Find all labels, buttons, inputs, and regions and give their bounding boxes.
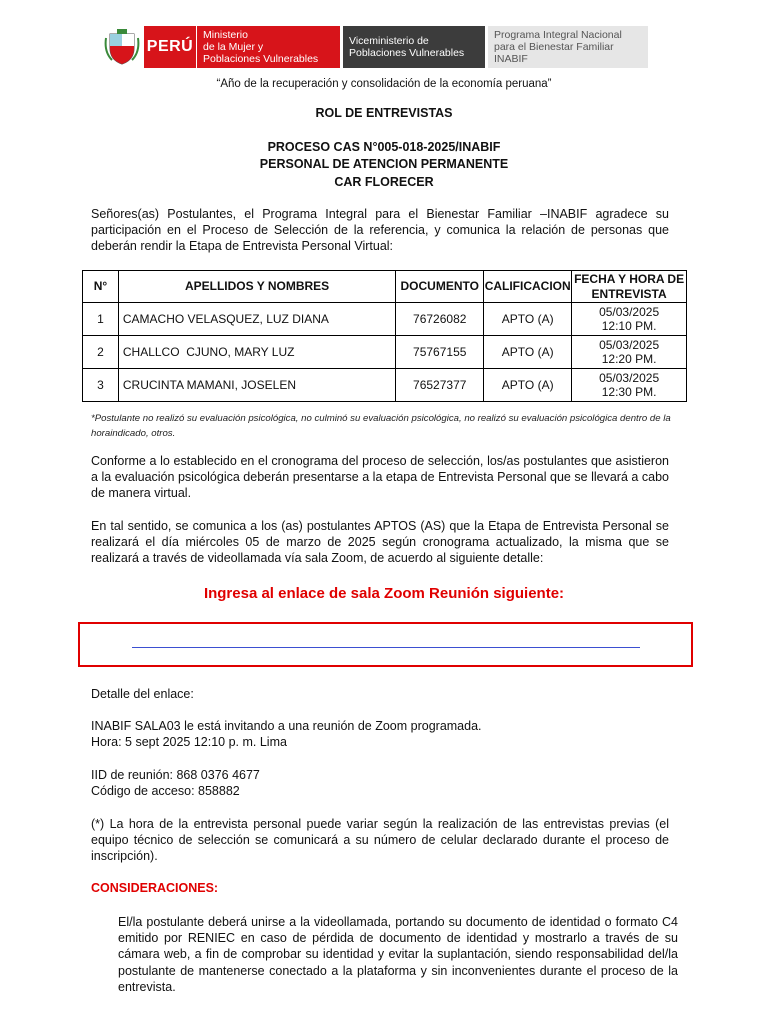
peru-label: PERÚ bbox=[146, 38, 194, 55]
row-name: CHALLCO CJUNO, MARY LUZ bbox=[118, 336, 395, 369]
link-detail-label: Detalle del enlace: bbox=[91, 687, 194, 701]
vice-line-2: Poblaciones Vulnerables bbox=[349, 47, 465, 59]
table-row bbox=[83, 303, 687, 336]
intro-paragraph: Señores(as) Postulantes, el Programa Integral para el Bienestar Familiar –INABIF agradece su participación en el Proceso de Selección de la referencia, y comunica la relación de personas que deberán rendir la Etapa de Entrevista Personal Virtual: bbox=[91, 207, 669, 254]
row-name: CAMACHO VELASQUEZ, LUZ DIANA bbox=[118, 303, 395, 336]
ministry-line-2: de la Mujer y bbox=[203, 41, 264, 53]
header-document: DOCUMENTO bbox=[396, 271, 484, 303]
table-row bbox=[83, 369, 687, 402]
position-title: PERSONAL DE ATENCION PERMANENTE bbox=[259, 157, 509, 171]
announcement-paragraph: En tal sentido, se comunica a los (as) postulantes APTOS (AS) que la Etapa de Entrevista Personal se realizará el día miércoles 05 de marzo de 2025 según cronograma actualizado, la misma que se realizará a través de videollamada vía sala Zoom, de acuerdo al siguiente detalle: bbox=[91, 519, 669, 566]
program-line-1: Programa Integral Nacional bbox=[494, 29, 622, 41]
meeting-id-text: IID de reunión: 868 0376 4677 bbox=[91, 768, 260, 782]
row-date: 05/03/2025 bbox=[599, 305, 660, 319]
considerations-paragraph: El/la postulante deberá unirse a la videollamada, portando su documento de identidad o formato C4 emitido por RENIEC en caso de pérdida de documento de identidad y mostrarlo a través de su cámara web, a fin de comprobar su identidad y evitar la suplantación, siendo responsabilidad del/la postulante de mantenerse conectado a la plataforma y sin inconvenientes durante el proceso de la entrevista. bbox=[118, 915, 678, 994]
row-name: CRUCINTA MAMANI, JOSELEN bbox=[118, 369, 395, 402]
header-date-time: FECHA Y HORA DE ENTREVISTA bbox=[572, 271, 687, 303]
row-qualification: APTO (A) bbox=[484, 369, 572, 402]
process-title: PROCESO CAS N°005-018-2025/INABIF bbox=[267, 140, 501, 154]
row-date-time bbox=[572, 369, 687, 402]
zoom-link[interactable] bbox=[132, 647, 640, 648]
zoom-link-heading: Ingresa al enlace de sala Zoom Reunión siguiente: bbox=[203, 585, 565, 602]
row-time: 12:30 PM. bbox=[601, 385, 657, 399]
zoom-link-box[interactable] bbox=[78, 622, 693, 667]
row-date-time bbox=[572, 303, 687, 336]
year-motto: “Año de la recuperación y consolidación de la economía peruana” bbox=[216, 78, 552, 90]
peru-logo-box bbox=[144, 26, 196, 68]
zoom-invite-text: INABIF SALA03 le está invitando a una reunión de Zoom programada. bbox=[91, 719, 482, 733]
program-box bbox=[488, 26, 648, 68]
row-time: 12:10 PM. bbox=[601, 319, 657, 333]
ministry-line-1: Ministerio bbox=[203, 29, 248, 41]
header-name: APELLIDOS Y NOMBRES bbox=[118, 271, 395, 303]
row-number: 1 bbox=[83, 303, 119, 336]
ministry-line-3: Poblaciones Vulnerables bbox=[203, 53, 319, 65]
row-number: 2 bbox=[83, 336, 119, 369]
row-document: 76726082 bbox=[396, 303, 484, 336]
government-header bbox=[100, 26, 648, 68]
table-row bbox=[83, 336, 687, 369]
schedule-paragraph: Conforme a lo establecido en el cronograma del proceso de selección, los/as postulantes que asistieron a la evaluación psicológica deberán presentarse a la etapa de Entrevista Personal que se llevará a cabo de manera virtual. bbox=[91, 454, 669, 501]
row-date: 05/03/2025 bbox=[599, 338, 660, 352]
row-date-time bbox=[572, 336, 687, 369]
time-note-paragraph: (*) La hora de la entrevista personal puede variar según la realización de las entrevistas previas (el equipo técnico de selección se comunicará a su número de celular declarado durante el proceso de inscripción). bbox=[91, 817, 669, 864]
table-footnote: *Postulante no realizó su evaluación psicológica, no culminó su evaluación psicológica, no realizó su evaluación psicológica dentro de la horaindicado, otros. bbox=[91, 413, 671, 439]
viceministry-box bbox=[343, 26, 485, 68]
row-number: 3 bbox=[83, 369, 119, 402]
table-header-row bbox=[83, 271, 687, 303]
interview-table bbox=[82, 270, 687, 402]
row-date: 05/03/2025 bbox=[599, 371, 660, 385]
peru-coat-of-arms-icon bbox=[100, 26, 144, 68]
row-qualification: APTO (A) bbox=[484, 303, 572, 336]
row-time: 12:20 PM. bbox=[601, 352, 657, 366]
header-qualification: CALIFICACION bbox=[484, 271, 572, 303]
header-number: N° bbox=[83, 271, 119, 303]
passcode-text: Código de acceso: 858882 bbox=[91, 784, 240, 798]
program-line-3: INABIF bbox=[494, 53, 528, 65]
document-title: ROL DE ENTREVISTAS bbox=[315, 106, 453, 120]
ministry-box bbox=[196, 26, 340, 68]
row-document: 76527377 bbox=[396, 369, 484, 402]
considerations-title: CONSIDERACIONES: bbox=[91, 881, 219, 895]
zoom-hour-text: Hora: 5 sept 2025 12:10 p. m. Lima bbox=[91, 735, 287, 749]
vice-line-1: Viceministerio de bbox=[349, 35, 429, 47]
row-qualification: APTO (A) bbox=[484, 336, 572, 369]
program-line-2: para el Bienestar Familiar bbox=[494, 41, 614, 53]
row-document: 75767155 bbox=[396, 336, 484, 369]
location-title: CAR FLORECER bbox=[334, 175, 434, 189]
